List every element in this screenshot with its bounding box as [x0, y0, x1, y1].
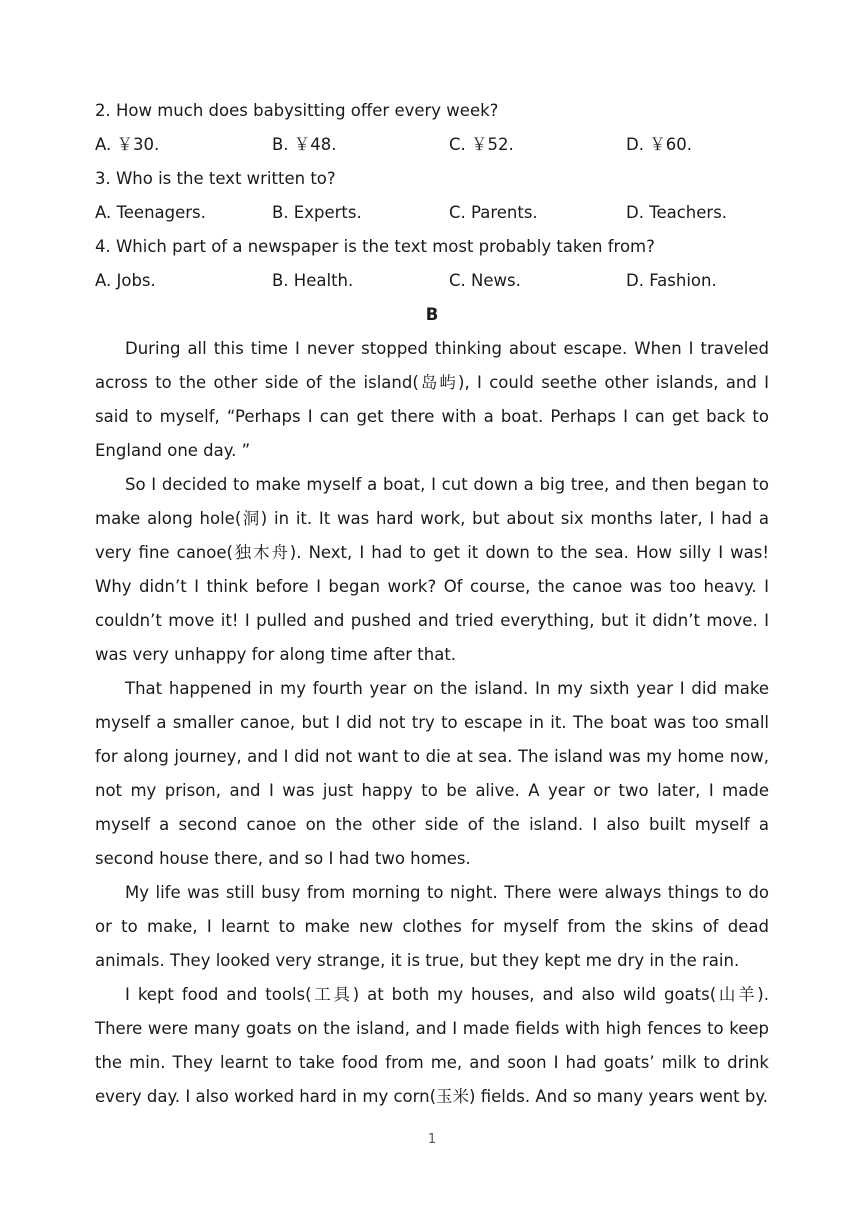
option-c: C. News.	[449, 271, 521, 290]
passage-paragraph: During all this time I never stopped thinking about escape. When I traveled across to the other side of the island(岛屿), I could seethe other islands, and I said to myself, “Perhaps I can get there with a boat. Perhaps I can get back to England one day. ”	[95, 339, 769, 460]
option-a: A. ￥30.	[95, 135, 160, 154]
option-b: B. Experts.	[272, 203, 362, 222]
passage-paragraph: That happened in my fourth year on the island. In my sixth year I did make myself a smaller canoe, but I did not try to escape in it. The boat was too small for along journey, and I did not want to die at sea. The island was my home now, not my prison, and I was just happy to be alive. A year or two later, I made myself a second canoe on the other side of the island. I also built myself a second house there, and so I had two homes.	[95, 679, 769, 868]
question-2	[95, 94, 769, 162]
option-c: C. Parents.	[449, 203, 538, 222]
question-4	[95, 230, 769, 298]
question-stem: 2. How much does babysitting offer every week?	[95, 101, 499, 120]
option-a: A. Jobs.	[95, 271, 156, 290]
question-stem: 3. Who is the text written to?	[95, 169, 336, 188]
answer-options	[95, 128, 769, 162]
section-title: B	[425, 305, 439, 324]
answer-options	[95, 196, 769, 230]
passage	[95, 332, 769, 1114]
answer-options	[95, 264, 769, 298]
option-d: D. Fashion.	[626, 271, 717, 290]
passage-paragraph: I kept food and tools(工具) at both my houses, and also wild goats(山羊). There were many goats on the island, and I made fields with high fences to keep the min. They learnt to take food from me, and soon I had goats’ milk to drink every day. I also worked hard in my corn(玉米) fields. And so many years went by.	[95, 985, 769, 1106]
option-b: B. Health.	[272, 271, 354, 290]
option-b: B. ￥48.	[272, 135, 337, 154]
passage-paragraph: My life was still busy from morning to night. There were always things to do or to make, I learnt to make new clothes for myself from the skins of dead animals. They looked very strange, it is true, but they kept me dry in the rain.	[95, 883, 769, 970]
question-stem: 4. Which part of a newspaper is the text most probably taken from?	[95, 237, 655, 256]
page-number: 1	[427, 1132, 437, 1147]
document-page	[95, 94, 769, 1114]
option-a: A. Teenagers.	[95, 203, 206, 222]
option-d: D. ￥60.	[626, 135, 692, 154]
option-c: C. ￥52.	[449, 135, 514, 154]
question-3	[95, 162, 769, 230]
passage-paragraph: So I decided to make myself a boat, I cut down a big tree, and then began to make along hole(洞) in it. It was hard work, but about six months later, I had a very fine canoe(独木舟). Next, I had to get it down to the sea. How silly I was! Why didn’t I think before I began work? Of course, the canoe was too heavy. I couldn’t move it! I pulled and pushed and tried everything, but it didn’t move. I was very unhappy for along time after that.	[95, 475, 769, 664]
option-d: D. Teachers.	[626, 203, 728, 222]
